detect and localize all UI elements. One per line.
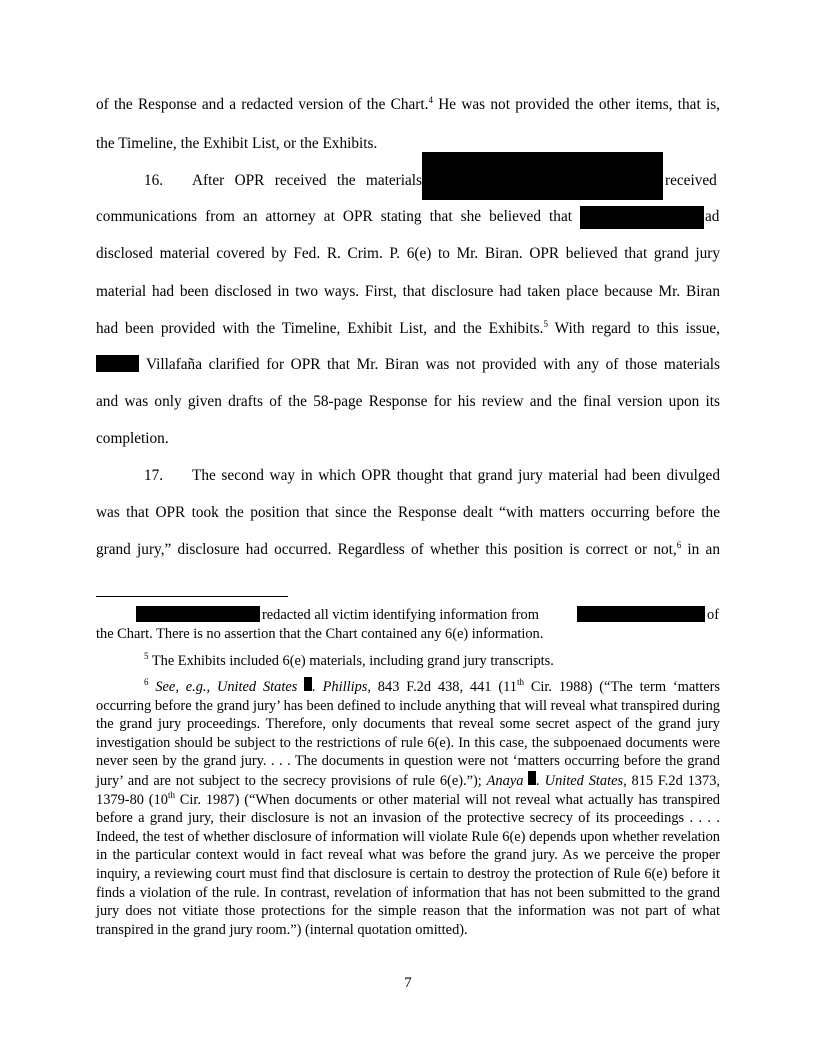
footnote-text: , 815 F.2d 1373, 1379-80 (10 — [96, 772, 720, 808]
body-line — [192, 467, 720, 485]
footnote-text: Cir. 1987) (“When documents or other material will not reveal what actually has transpired before a grand jury, their disclosure is not an invasion of the protective secrecy of its proceedings . . . . Indeed, the test of whether disclosure of information will violate Rule 6(e) depends upon whether revelation in the particular context would in fact reveal what was before the grand jury. As we perceive the proper inquiry, a reviewing court must find that disclosure is certain to destroy the protection of Rule 6(e) before it finds a violation of the rule. In contrast, revelation of information that has not been submitted to the grand jury does not vitiate those protections for the simple reason that the information was not part of what transpired in the grand jury room.”) (internal quotation omitted). — [96, 791, 720, 938]
case-citation: . United States — [536, 772, 624, 789]
footnote-4-line — [96, 625, 543, 643]
body-text: in an — [681, 541, 720, 558]
body-line — [96, 208, 572, 226]
footnote-separator — [96, 596, 288, 597]
footnote-6 — [96, 677, 720, 939]
ordinal-suffix: th — [167, 789, 175, 800]
paragraph-number — [144, 467, 163, 485]
body-line — [96, 430, 169, 448]
body-text: and was only given drafts of the 58-page Response for his review and the final version upon its — [96, 393, 720, 410]
body-line — [96, 135, 377, 153]
footnote-ref[interactable]: 6 — [676, 539, 682, 550]
para-num-16: 16. — [144, 172, 164, 189]
footnote-text: Cir. 1988) (“The term ‘matters occurring before the grand jury’ has been defined to include anything that will reveal what transpired during the grand jury proceedings. Therefore, only documents that reveal some secret aspect of the grand jury investigation should be subject to the restrictions of rule 6(e). In this case, the subpoenaed documents were never seen by the grand jury. . . . The documents in question were not ‘matters occurring before the grand jury’ and are not subject to the secrecy provisions of rule 6(e).”); — [96, 679, 720, 789]
body-line — [192, 172, 422, 190]
redaction-block — [577, 606, 705, 622]
body-text: He was not provided the other items, that is, — [432, 96, 720, 113]
footnote-text: redacted all victim identifying information from — [262, 607, 539, 623]
body-text: completion. — [96, 430, 169, 447]
footnote-5 — [144, 652, 554, 670]
case-citation: See, e.g., United States — [155, 679, 298, 695]
footnote-text: the Chart. There is no assertion that the Chart contained any 6(e) information. — [96, 626, 544, 642]
redaction-block — [96, 355, 139, 372]
footnote-text: , 843 F.2d 438, 441 (11 — [367, 679, 517, 695]
paragraph-number — [144, 172, 163, 190]
redaction-block — [580, 206, 704, 229]
body-text: grand jury,” disclosure had occurred. Regardless of whether this position is correct or not, — [96, 541, 677, 558]
body-text: The second way in which OPR thought that grand jury material had been divulged — [192, 467, 720, 484]
body-text: Villafaña clarified for OPR that Mr. Biran was not provided with any of those materials — [146, 356, 720, 373]
body-text: After OPR received the materials — [192, 172, 422, 189]
footnote-ref[interactable]: 5 — [543, 318, 548, 329]
para-num-17: 17. — [144, 467, 164, 484]
body-text: communications from an attorney at OPR stating that she believed that — [96, 208, 572, 225]
page-number-text: 7 — [404, 975, 412, 991]
body-line — [146, 356, 720, 374]
body-line — [96, 393, 720, 411]
body-line — [96, 320, 720, 338]
footnote-4-line — [262, 606, 539, 624]
body-text: ad — [705, 208, 720, 225]
redaction-block — [136, 606, 260, 622]
redaction-block — [304, 677, 312, 691]
body-line — [96, 541, 720, 559]
footnote-ref[interactable]: 4 — [428, 94, 433, 105]
body-line — [96, 245, 720, 263]
body-line — [665, 172, 717, 190]
redaction-block — [422, 152, 663, 200]
body-text: disclosed material covered by Fed. R. Crim. P. 6(e) to Mr. Biran. OPR believed that grand jury — [96, 245, 720, 262]
footnote-text: The Exhibits included 6(e) materials, including grand jury transcripts. — [148, 653, 554, 669]
body-text: the Timeline, the Exhibit List, or the Exhibits. — [96, 135, 378, 152]
body-line — [96, 96, 720, 114]
body-text: was that OPR took the position that since the Response dealt “with matters occurring before the — [96, 504, 720, 521]
footnote-text: of — [707, 607, 719, 623]
ordinal-suffix: th — [516, 677, 524, 688]
body-text: With regard to this issue, — [547, 320, 720, 337]
body-text: of the Response and a redacted version of the Chart. — [96, 96, 429, 113]
footnote-number: 5 — [144, 651, 149, 662]
footnote-4-line — [707, 606, 719, 624]
case-citation: Anaya — [486, 772, 524, 789]
body-text: received — [665, 172, 717, 189]
body-text: material had been disclosed in two ways. First, that disclosure had taken place because Mr. Biran — [96, 283, 720, 300]
body-text: had been provided with the Timeline, Exhibit List, and the Exhibits. — [96, 320, 544, 337]
body-line — [96, 283, 720, 301]
page-number — [0, 975, 816, 992]
body-line — [705, 208, 719, 226]
body-line — [96, 504, 720, 522]
case-citation: . Phillips — [312, 679, 368, 695]
footnote-number: 6 — [144, 677, 149, 688]
